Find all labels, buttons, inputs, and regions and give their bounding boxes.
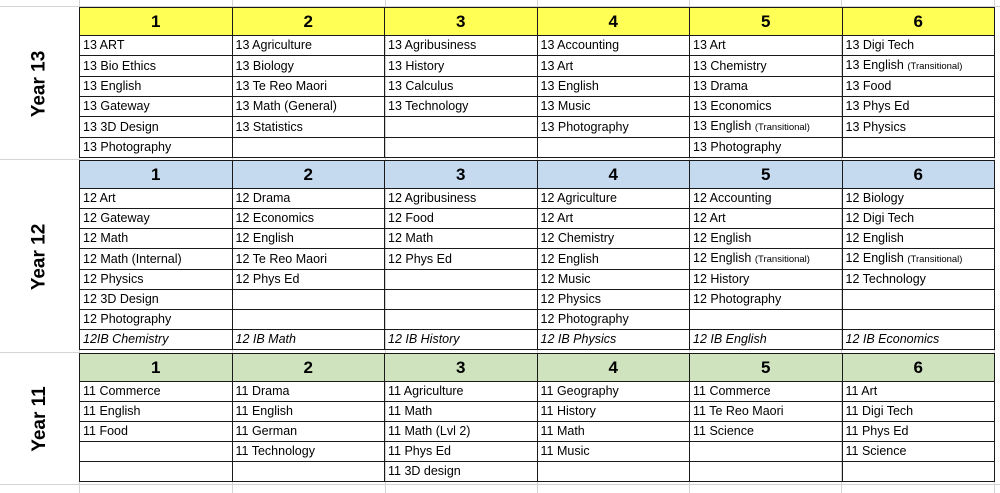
subject-cell[interactable] <box>385 117 538 138</box>
subject-cell[interactable] <box>842 422 995 442</box>
subject-qualifier: (Transitional) <box>907 254 963 265</box>
subject-name: 11 Phys Ed <box>845 424 909 438</box>
subject-name: 11 History <box>540 404 596 418</box>
subject-cell[interactable] <box>385 422 538 442</box>
subject-cell[interactable] <box>80 138 233 158</box>
subject-name: 13 English <box>83 79 142 93</box>
subject-name: 12 3D Design <box>83 292 159 306</box>
subject-cell[interactable] <box>385 209 538 229</box>
subject-name: 13 Technology <box>388 99 469 113</box>
subject-cell[interactable] <box>537 36 690 56</box>
subject-name: 13 3D Design <box>83 119 159 134</box>
subject-cell[interactable] <box>232 77 385 97</box>
subject-cell[interactable] <box>232 402 385 422</box>
subject-cell[interactable] <box>80 209 233 229</box>
subject-name: 12 Phys Ed <box>235 272 300 286</box>
year-label-text: Year 12 <box>28 223 50 290</box>
subject-name: 12 Art <box>83 191 116 205</box>
subject-name: 12 Chemistry <box>540 231 615 245</box>
subject-cell[interactable] <box>385 382 538 402</box>
line-header-cell[interactable]: 1 <box>80 161 233 189</box>
subject-cell[interactable] <box>690 442 843 462</box>
subject-cell[interactable] <box>690 189 843 209</box>
subject-cell[interactable] <box>842 56 995 77</box>
subject-name: 12 Music <box>540 272 591 286</box>
subject-cell[interactable] <box>842 189 995 209</box>
subject-name: 13 Physics <box>845 119 906 134</box>
subject-cell[interactable] <box>690 77 843 97</box>
line-header-row <box>80 354 995 382</box>
subject-qualifier: (Transitional) <box>754 122 810 133</box>
line-header-cell[interactable]: 4 <box>537 161 690 189</box>
subject-name: 13 Te Reo Maori <box>235 79 327 93</box>
year-12-table <box>79 160 995 350</box>
subject-name: 12 English <box>845 231 904 245</box>
subject-name: 13 Accounting <box>540 38 620 52</box>
subject-name: 13 Music <box>540 99 591 113</box>
line-header-cell[interactable]: 5 <box>690 8 843 36</box>
subject-cell[interactable] <box>232 209 385 229</box>
subject-cell[interactable] <box>385 97 538 117</box>
subject-cell[interactable] <box>537 138 690 158</box>
table-row <box>80 117 995 138</box>
subject-name: 13 Statistics <box>235 119 303 134</box>
line-header-cell[interactable]: 2 <box>232 161 385 189</box>
subject-cell[interactable] <box>80 117 233 138</box>
subject-name: 12 Economics <box>235 211 315 225</box>
subject-name: 12 English <box>540 251 599 266</box>
subject-name: 12 Photography <box>83 312 172 326</box>
subject-name: 13 Biology <box>235 58 294 73</box>
subject-cell[interactable] <box>385 229 538 249</box>
subject-cell[interactable] <box>842 382 995 402</box>
line-header-cell[interactable]: 3 <box>385 8 538 36</box>
subject-cell[interactable] <box>842 229 995 249</box>
subject-name: 11 Commerce <box>83 384 161 398</box>
subject-cell[interactable] <box>385 402 538 422</box>
table-row <box>80 36 995 56</box>
subject-cell[interactable] <box>232 229 385 249</box>
subject-cell[interactable] <box>80 229 233 249</box>
subject-name: 11 Agriculture <box>388 384 464 398</box>
subject-cell[interactable] <box>232 97 385 117</box>
subject-cell[interactable] <box>537 402 690 422</box>
subject-cell[interactable] <box>537 310 690 330</box>
subject-name: 12IB Chemistry <box>83 332 169 346</box>
subject-cell[interactable] <box>842 442 995 462</box>
line-header-cell[interactable]: 2 <box>232 354 385 382</box>
subject-cell[interactable] <box>232 189 385 209</box>
subject-cell[interactable] <box>80 422 233 442</box>
subject-name: 12 Physics <box>83 272 144 286</box>
subject-name: 12 IB History <box>388 332 460 346</box>
subject-cell[interactable] <box>537 382 690 402</box>
subject-name: 13 Digi Tech <box>845 38 915 52</box>
subject-cell[interactable] <box>537 189 690 209</box>
subject-name: 12 Agribusiness <box>388 191 477 205</box>
subject-name: 12 Accounting <box>693 191 772 205</box>
subject-cell[interactable] <box>537 422 690 442</box>
subject-cell[interactable] <box>690 310 843 330</box>
subject-name: 12 History <box>693 272 750 286</box>
subject-cell[interactable] <box>842 290 995 310</box>
subject-cell[interactable] <box>232 249 385 270</box>
subject-cell[interactable] <box>385 36 538 56</box>
subject-name: 12 English <box>235 231 294 245</box>
subject-cell[interactable] <box>842 330 995 350</box>
subject-name: 13 Art <box>540 58 574 73</box>
subject-cell[interactable] <box>537 56 690 77</box>
subject-cell[interactable] <box>537 330 690 350</box>
subject-name: 13 ART <box>83 38 125 52</box>
subject-cell[interactable] <box>690 422 843 442</box>
year-label-text: Year 13 <box>28 50 50 117</box>
subject-name: 12 Photography <box>693 292 782 306</box>
subject-cell[interactable] <box>80 442 233 462</box>
subject-cell[interactable] <box>80 310 233 330</box>
subject-cell[interactable] <box>537 249 690 270</box>
subject-name: 12 IB Physics <box>540 332 617 346</box>
subject-cell[interactable] <box>385 249 538 270</box>
subject-name: 11 Drama <box>235 384 290 398</box>
subject-name: 12 Art <box>540 211 574 225</box>
subject-cell[interactable] <box>385 270 538 290</box>
subject-cell[interactable] <box>232 138 385 158</box>
subject-name: 11 Science <box>693 424 754 438</box>
subject-cell[interactable] <box>232 117 385 138</box>
subject-name: 12 IB English <box>693 332 767 346</box>
subject-cell[interactable] <box>385 189 538 209</box>
subject-name: 11 Music <box>540 444 590 458</box>
subject-cell[interactable] <box>232 442 385 462</box>
subject-cell[interactable] <box>842 462 995 482</box>
subject-cell[interactable] <box>690 209 843 229</box>
table-row <box>80 442 995 462</box>
year-11-label <box>0 353 79 484</box>
subject-cell[interactable] <box>842 209 995 229</box>
subject-cell[interactable] <box>385 77 538 97</box>
subject-cell[interactable] <box>80 249 233 270</box>
subject-name: 11 Digi Tech <box>845 404 914 418</box>
subject-name: 11 Math <box>540 424 585 438</box>
subject-name: 12 Photography <box>540 312 629 326</box>
table-row <box>80 270 995 290</box>
subject-cell[interactable] <box>80 290 233 310</box>
subject-cell[interactable] <box>690 249 843 270</box>
subject-name: 12 Physics <box>540 292 601 306</box>
subject-cell[interactable] <box>690 290 843 310</box>
subject-name: 13 Food <box>845 79 892 93</box>
subject-name: 12 Agriculture <box>540 191 617 205</box>
table-row <box>80 422 995 442</box>
subject-name: 12 English <box>845 251 904 265</box>
subject-name: 12 Digi Tech <box>845 211 915 225</box>
subject-name: 12 Biology <box>845 191 904 205</box>
line-header-cell[interactable]: 6 <box>842 354 995 382</box>
line-header-cell[interactable]: 5 <box>690 161 843 189</box>
subject-name: 12 IB Math <box>235 332 296 346</box>
subject-name: 13 Gateway <box>83 99 150 113</box>
subject-cell[interactable] <box>385 56 538 77</box>
year-13-table <box>79 7 995 158</box>
subject-name: 12 Phys Ed <box>388 251 452 266</box>
subject-qualifier: (Transitional) <box>907 61 963 72</box>
subject-cell[interactable] <box>842 402 995 422</box>
line-header-cell[interactable]: 5 <box>690 354 843 382</box>
subject-name: 12 English <box>693 251 752 265</box>
subject-cell[interactable] <box>232 270 385 290</box>
line-header-cell[interactable]: 1 <box>80 8 233 36</box>
subject-cell[interactable] <box>232 382 385 402</box>
subject-name: 11 3D design <box>388 464 461 478</box>
subject-cell[interactable] <box>80 402 233 422</box>
subject-name: 12 Te Reo Maori <box>235 251 327 266</box>
table-row <box>80 138 995 158</box>
subject-name: 13 Calculus <box>388 79 454 93</box>
subject-cell[interactable] <box>690 117 843 138</box>
line-header-cell[interactable]: 4 <box>537 8 690 36</box>
subject-cell[interactable] <box>385 330 538 350</box>
subject-cell[interactable] <box>232 290 385 310</box>
subject-cell[interactable] <box>690 330 843 350</box>
subject-name: 13 Photography <box>693 140 782 154</box>
year-13-label <box>0 7 79 160</box>
subject-cell[interactable] <box>537 117 690 138</box>
subject-cell[interactable] <box>232 462 385 482</box>
subject-name: 13 Photography <box>540 119 629 134</box>
subject-name: 11 Math <box>388 404 433 418</box>
subject-cell[interactable] <box>537 442 690 462</box>
subject-cell[interactable] <box>232 310 385 330</box>
subject-name: 12 Art <box>693 211 726 225</box>
subject-cell[interactable] <box>690 56 843 77</box>
subject-name: 13 English <box>693 119 752 133</box>
subject-cell[interactable] <box>232 36 385 56</box>
subject-cell[interactable] <box>385 138 538 158</box>
table-row <box>80 249 995 270</box>
subject-name: 13 Agriculture <box>235 38 312 52</box>
subject-name: 13 English <box>845 58 904 72</box>
subject-cell[interactable] <box>842 117 995 138</box>
year-12-label <box>0 160 79 353</box>
subject-name: 13 English <box>540 79 599 93</box>
table-row <box>80 229 995 249</box>
subject-name: 12 Math <box>388 231 434 245</box>
subject-name: 11 Geography <box>540 384 619 398</box>
table-row <box>80 209 995 229</box>
subject-cell[interactable] <box>80 36 233 56</box>
table-row <box>80 462 995 482</box>
line-header-cell[interactable]: 6 <box>842 8 995 36</box>
subject-cell[interactable] <box>842 310 995 330</box>
subject-name: 11 English <box>83 404 141 418</box>
line-header-cell[interactable]: 2 <box>232 8 385 36</box>
subject-cell[interactable] <box>842 138 995 158</box>
subject-name: 13 Art <box>693 38 726 52</box>
table-row <box>80 330 995 350</box>
subject-name: 11 Te Reo Maori <box>693 404 784 418</box>
subject-name: 12 Gateway <box>83 211 150 225</box>
table-row <box>80 382 995 402</box>
subject-cell[interactable] <box>690 36 843 56</box>
subject-cell[interactable] <box>537 77 690 97</box>
subject-cell[interactable] <box>537 209 690 229</box>
line-header-row <box>80 8 995 36</box>
subject-cell[interactable] <box>842 36 995 56</box>
subject-cell[interactable] <box>80 270 233 290</box>
subject-name: 11 Art <box>845 384 878 398</box>
subject-cell[interactable] <box>690 138 843 158</box>
subject-cell[interactable] <box>537 270 690 290</box>
subject-name: 11 English <box>235 404 293 418</box>
line-header-cell[interactable]: 6 <box>842 161 995 189</box>
subject-name: 11 Phys Ed <box>388 444 452 458</box>
subject-cell[interactable] <box>385 290 538 310</box>
subject-name: 13 Chemistry <box>693 58 767 73</box>
subject-cell[interactable] <box>232 330 385 350</box>
table-row <box>80 402 995 422</box>
subject-cell[interactable] <box>80 462 233 482</box>
subject-cell[interactable] <box>690 229 843 249</box>
subject-cell[interactable] <box>80 189 233 209</box>
subject-name: 12 English <box>693 231 752 245</box>
subject-cell[interactable] <box>537 462 690 482</box>
line-header-row <box>80 161 995 189</box>
subject-name: 13 History <box>388 58 445 73</box>
subject-cell[interactable] <box>537 97 690 117</box>
subject-cell[interactable] <box>842 249 995 270</box>
subject-cell[interactable] <box>690 462 843 482</box>
subject-name: 13 Phys Ed <box>845 99 910 113</box>
table-row <box>80 290 995 310</box>
subject-name: 12 Math (Internal) <box>83 251 182 266</box>
subject-cell[interactable] <box>80 77 233 97</box>
subject-cell[interactable] <box>537 229 690 249</box>
subject-cell[interactable] <box>842 97 995 117</box>
subject-cell[interactable] <box>80 56 233 77</box>
subject-name: 13 Math (General) <box>235 99 337 113</box>
subject-name: 11 Technology <box>235 444 315 458</box>
subject-cell[interactable] <box>385 462 538 482</box>
table-row <box>80 310 995 330</box>
subject-name: 11 Math (Lvl 2) <box>388 424 471 438</box>
subject-name: 13 Agribusiness <box>388 38 477 52</box>
subject-cell[interactable] <box>690 402 843 422</box>
subject-name: 11 Commerce <box>693 384 771 398</box>
subject-cell[interactable] <box>842 270 995 290</box>
subject-name: 12 Math <box>83 231 129 245</box>
subject-cell[interactable] <box>232 422 385 442</box>
subject-cell[interactable] <box>385 442 538 462</box>
subject-cell[interactable] <box>842 77 995 97</box>
line-header-cell[interactable]: 4 <box>537 354 690 382</box>
table-row <box>80 56 995 77</box>
subject-cell[interactable] <box>80 330 233 350</box>
line-header-cell[interactable]: 3 <box>385 354 538 382</box>
subject-name: 12 IB Economics <box>845 332 940 346</box>
table-row <box>80 77 995 97</box>
table-row <box>80 189 995 209</box>
subject-cell[interactable] <box>232 56 385 77</box>
subject-name: 13 Bio Ethics <box>83 58 156 73</box>
subject-name: 12 Technology <box>845 272 926 286</box>
subject-name: 11 German <box>235 424 298 438</box>
subject-qualifier: (Transitional) <box>754 254 810 265</box>
subject-name: 11 Food <box>83 424 128 438</box>
table-row <box>80 97 995 117</box>
subject-name: 13 Photography <box>83 140 172 154</box>
sheet-gridline <box>0 484 1000 485</box>
subject-cell[interactable] <box>537 290 690 310</box>
subject-cell[interactable] <box>690 97 843 117</box>
line-header-cell[interactable]: 3 <box>385 161 538 189</box>
year-label-text: Year 11 <box>28 385 50 452</box>
subject-name: 12 Drama <box>235 191 291 205</box>
subject-name: 13 Drama <box>693 79 748 93</box>
subject-name: 11 Science <box>845 444 907 458</box>
subject-cell[interactable] <box>690 382 843 402</box>
line-header-cell[interactable]: 1 <box>80 354 233 382</box>
subject-cell[interactable] <box>385 310 538 330</box>
subject-cell[interactable] <box>690 270 843 290</box>
subject-name: 12 Food <box>388 211 434 225</box>
subject-name: 13 Economics <box>693 99 772 113</box>
subject-cell[interactable] <box>80 382 233 402</box>
subject-cell[interactable] <box>80 97 233 117</box>
year-11-table <box>79 353 995 482</box>
